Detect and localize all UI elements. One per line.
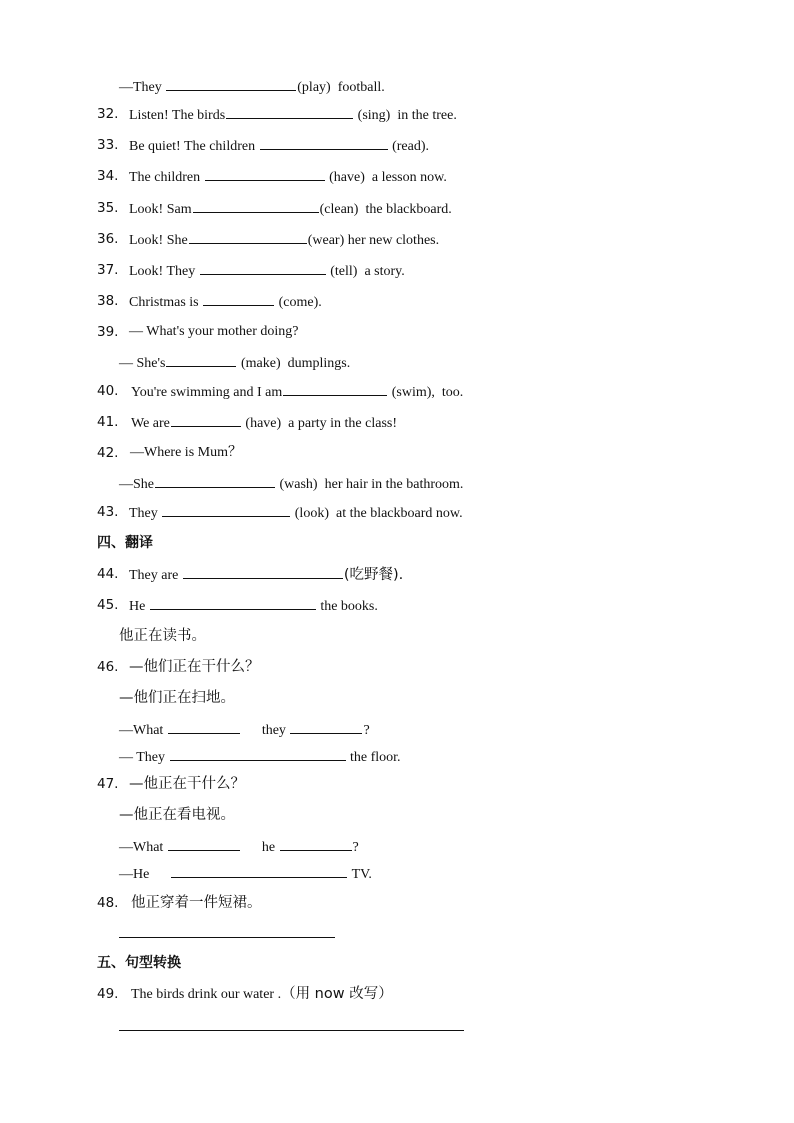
q37-number: 37. (97, 262, 119, 278)
q43-tail: at the blackboard now. (335, 506, 463, 521)
q47-what: —What (119, 840, 164, 855)
q43-hint: (look) (294, 506, 329, 521)
q46-they: they (261, 723, 286, 738)
q33-blank[interactable] (260, 136, 388, 150)
q39b-blank[interactable] (166, 353, 236, 367)
q47-blank-3[interactable] (171, 864, 347, 878)
q37-text: Look! They (129, 264, 196, 279)
q36-hint: (wear) (307, 233, 345, 248)
q41-blank[interactable] (171, 413, 241, 427)
q46-chinese-answer: —他们正在扫地。 (119, 690, 235, 706)
q41-text: We are (131, 416, 170, 431)
q41-hint: (have) (245, 416, 282, 431)
q42-text: —Where is Mum？ (130, 445, 242, 460)
q44-hint: (吃野餐). (343, 567, 404, 583)
q41-tail: a party in the class! (288, 416, 398, 431)
q39-text: — What's your mother doing? (129, 324, 299, 339)
q48-number: 48. (97, 895, 119, 911)
q36-blank[interactable] (189, 230, 307, 244)
q46-blank-2[interactable] (290, 720, 362, 734)
q33-hint: (read). (392, 139, 430, 154)
q31-tail: football. (337, 80, 385, 95)
q47-blank-2[interactable] (280, 837, 352, 851)
q32-text: Listen! The birds (129, 108, 226, 123)
q49-text: The birds drink our water . (131, 987, 282, 1002)
q39b-text: — She's (119, 356, 166, 371)
q31-hint: (play) (297, 80, 331, 95)
q37-hint: (tell) (330, 264, 358, 279)
q37-tail: a story. (364, 264, 405, 279)
q38-hint: (come). (278, 295, 322, 310)
q41-number: 41. (97, 414, 119, 430)
q36-number: 36. (97, 231, 119, 247)
q39b-tail: dumplings. (287, 356, 351, 371)
q42b-tail: her hair in the bathroom. (324, 477, 464, 492)
q31-blank[interactable] (166, 77, 296, 91)
q49-number: 49. (97, 986, 119, 1002)
q47-chinese-question: —他正在干什么？ (129, 776, 245, 792)
q32-blank[interactable] (226, 105, 353, 119)
q47-number: 47. (97, 776, 119, 792)
q45-tail: the books. (320, 599, 378, 614)
q47-blank-1[interactable] (168, 837, 240, 851)
q46-what: —What (119, 723, 164, 738)
q34-blank[interactable] (205, 167, 325, 181)
q47-he: he (261, 840, 276, 855)
q39b-hint: (make) (240, 356, 281, 371)
q38-text: Christmas is (129, 295, 199, 310)
q40-number: 40. (97, 383, 119, 399)
q40-blank[interactable] (283, 382, 387, 396)
q42b-blank[interactable] (155, 474, 275, 488)
q39-number: 39. (97, 324, 119, 340)
q37-blank[interactable] (200, 261, 326, 275)
q35-blank[interactable] (193, 199, 319, 213)
q48-chinese-text: 他正穿着一件短裙。 (131, 895, 262, 911)
q46-tail: the floor. (350, 750, 401, 765)
q47-question-mark: ? (352, 840, 359, 855)
q42b-hint: (wash) (279, 477, 318, 492)
q42-number: 42. (97, 445, 119, 461)
q33-number: 33. (97, 137, 119, 153)
q47-he-answer: —He (119, 867, 150, 882)
q44-text: They are (129, 568, 179, 583)
q34-tail: a lesson now. (371, 170, 447, 185)
q32-hint: (sing) (357, 108, 391, 123)
q35-number: 35. (97, 200, 119, 216)
q48-answer-line[interactable] (119, 937, 335, 938)
q32-number: 32. (97, 106, 119, 122)
q33-text: Be quiet! The children (129, 139, 256, 154)
q35-tail: the blackboard. (365, 202, 452, 217)
q32-tail: in the tree. (397, 108, 457, 123)
q44-blank[interactable] (183, 565, 343, 579)
q40-hint: (swim), (391, 385, 435, 400)
q31-dash-text: —They (119, 80, 162, 95)
q43-blank[interactable] (162, 503, 290, 517)
q40-tail: too. (441, 385, 464, 400)
q46-blank-3[interactable] (170, 747, 346, 761)
q47-tail: TV. (351, 867, 372, 882)
q34-number: 34. (97, 168, 119, 184)
section-4-heading: 四、翻译 (97, 535, 153, 551)
q45-blank[interactable] (150, 596, 316, 610)
q45-number: 45. (97, 597, 119, 613)
q35-hint: (clean) (319, 202, 359, 217)
q46-chinese-question: —他们正在干什么？ (129, 659, 260, 675)
q35-text: Look! Sam (129, 202, 192, 217)
q44-number: 44. (97, 566, 119, 582)
q49-hint: （用 now 改写） (281, 986, 393, 1002)
q46-number: 46. (97, 659, 119, 675)
q46-question-mark: ? (363, 723, 370, 738)
q34-hint: (have) (329, 170, 365, 185)
q46-blank-1[interactable] (168, 720, 240, 734)
q49-answer-line[interactable] (119, 1030, 464, 1031)
q36-tail: her new clothes. (347, 233, 440, 248)
q43-text: They (129, 506, 158, 521)
section-5-heading: 五、句型转换 (97, 955, 181, 971)
q46-they-answer: — They (119, 750, 166, 765)
q45-text: He (129, 599, 146, 614)
q38-blank[interactable] (203, 292, 274, 306)
q42b-text: —She (119, 477, 154, 492)
q38-number: 38. (97, 293, 119, 309)
q40-text: You're swimming and I am (131, 385, 283, 400)
q47-chinese-answer: —他正在看电视。 (119, 807, 235, 823)
q34-text: The children (129, 170, 201, 185)
q43-number: 43. (97, 504, 119, 520)
q36-text: Look! She (129, 233, 188, 248)
q45-chinese-text: 他正在读书。 (119, 628, 206, 644)
